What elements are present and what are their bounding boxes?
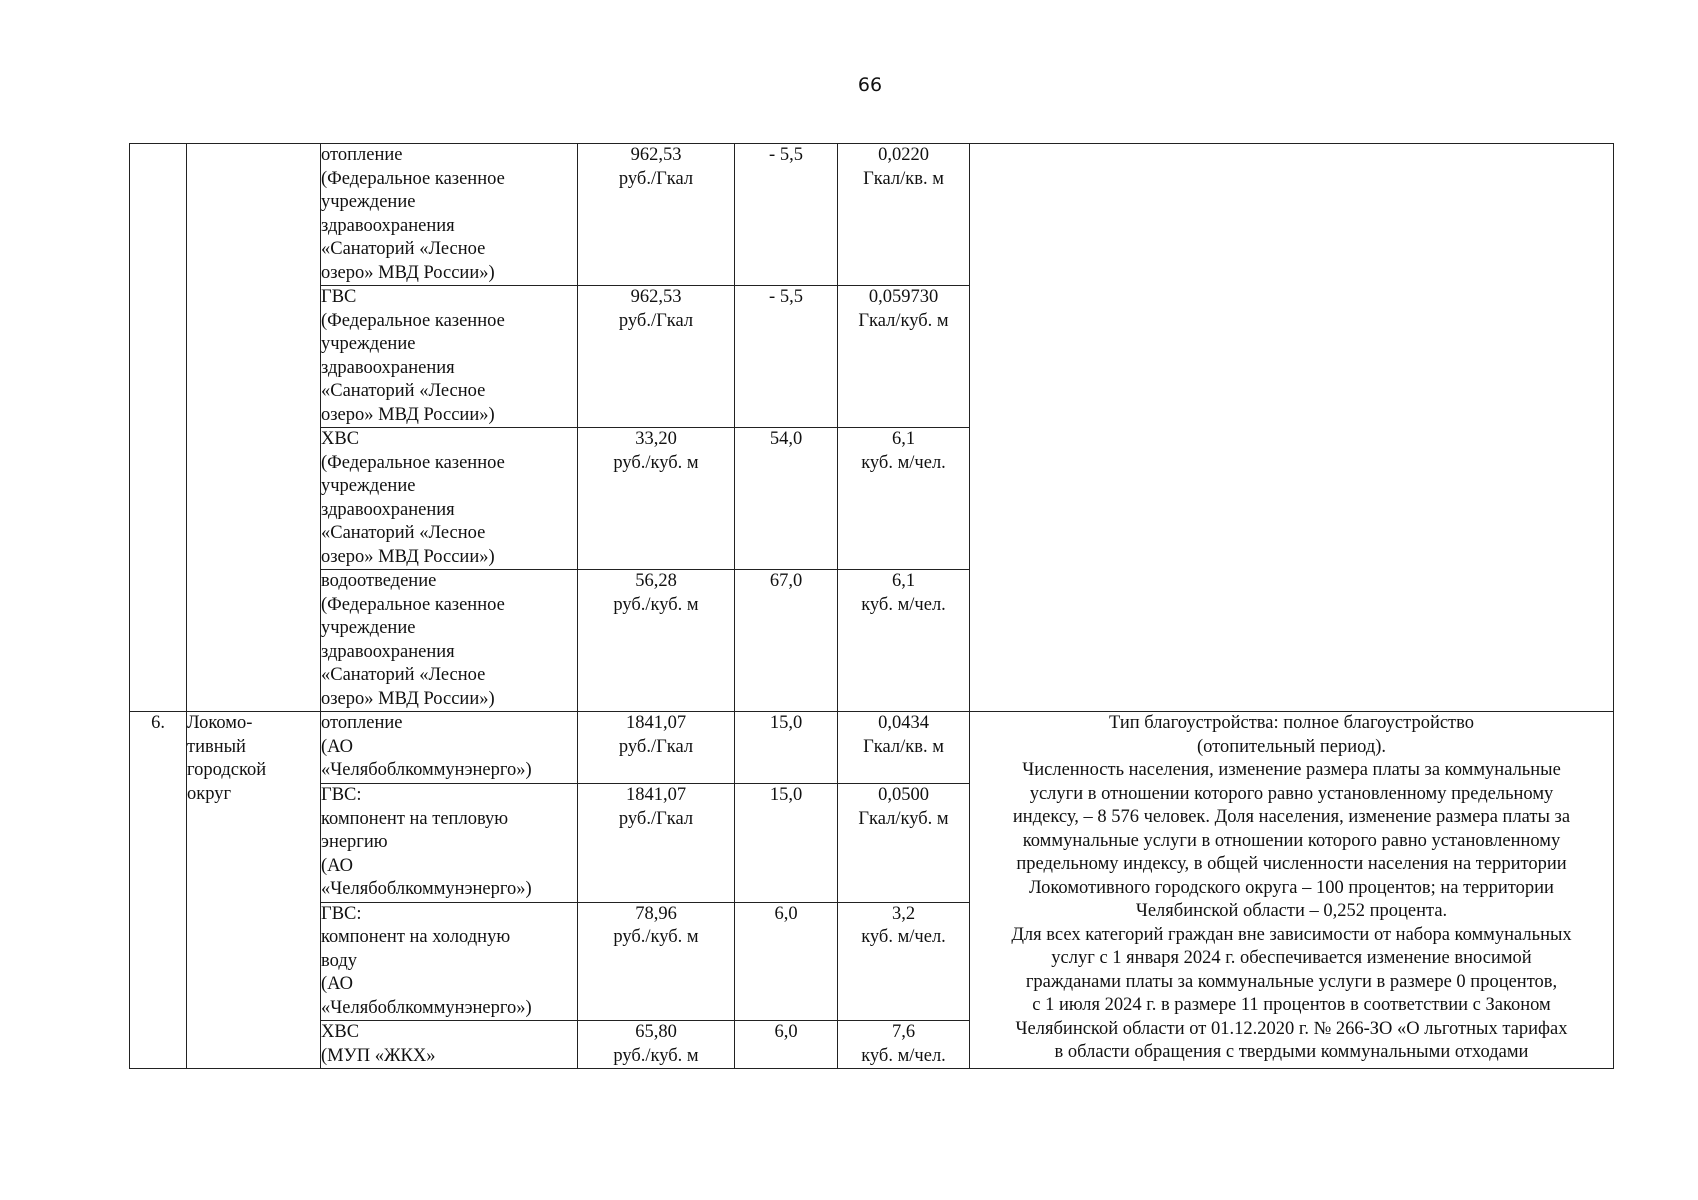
text-line: воду <box>321 950 357 971</box>
row-number: 6. <box>130 712 187 1069</box>
change-cell: 6,0 <box>735 1021 838 1069</box>
text-line: 65,80 <box>635 1022 677 1042</box>
text-line: ГВС: <box>321 785 362 805</box>
text-line: 1841,07 <box>625 713 687 733</box>
text-line: (Федеральное казенное <box>321 452 505 473</box>
text-line: «Санаторий «Лесное <box>321 523 486 543</box>
change-cell: 6,0 <box>735 902 838 1021</box>
text-line: озеро» МВД России») <box>321 404 495 425</box>
text-line: тивный <box>187 736 246 757</box>
text-line: руб./куб. м <box>613 594 699 615</box>
text-line: «Челябоблкоммунэнерго») <box>321 997 532 1018</box>
text-line: куб. м/чел. <box>861 1045 946 1066</box>
note-line: в области обращения с твердыми коммунальными отходами <box>1054 1042 1529 1062</box>
text-line: 0,059730 <box>868 287 939 307</box>
note-line: услуг с 1 января 2024 г. обеспечивается изменение вносимой <box>1051 948 1532 968</box>
text-line: куб. м/чел. <box>861 594 946 615</box>
note-line: (отопительный период). <box>1196 736 1387 757</box>
text-line: озеро» МВД России») <box>321 546 495 567</box>
service-cell <box>321 902 578 1021</box>
text-line: «Санаторий «Лесное <box>321 381 486 401</box>
text-line: Гкал/кв. м <box>863 168 944 189</box>
text-line: 6,1 <box>891 429 916 449</box>
note-line: Численность населения, изменение размера платы за коммунальные <box>1022 760 1561 780</box>
service-cell <box>321 570 578 712</box>
norm-cell <box>838 1021 970 1069</box>
change-cell: 54,0 <box>735 428 838 570</box>
text-line: отопление <box>321 145 403 165</box>
text-line: здравоохранения <box>321 215 455 236</box>
note-cell-empty <box>970 144 1614 712</box>
text-line: 0,0220 <box>878 145 929 165</box>
text-line: 0,0434 <box>878 713 929 733</box>
note-line: предельному индексу, в общей численности населения на территории <box>1016 854 1567 874</box>
text-line: руб./Гкал <box>618 736 694 757</box>
area-name <box>187 712 321 1069</box>
page-number: 66 <box>857 74 883 96</box>
text-line: (МУП «ЖКХ» <box>321 1045 436 1066</box>
text-line: Гкал/кв. м <box>863 736 944 757</box>
note-line: гражданами платы за коммунальные услуги в размере 0 процентов, <box>1025 971 1558 992</box>
text-line: Гкал/куб. м <box>858 310 949 331</box>
service-cell <box>321 1021 578 1069</box>
number-cell-empty <box>130 144 187 712</box>
note-line: с 1 июля 2024 г. в размере 11 процентов в соответствии с Законом <box>1032 995 1551 1015</box>
service-cell <box>321 286 578 428</box>
text-line: (АО <box>321 974 353 994</box>
text-line: 78,96 <box>635 903 677 924</box>
text-line: «Санаторий «Лесное <box>321 239 486 259</box>
text-line: городской <box>187 760 267 780</box>
text-line: руб./Гкал <box>618 310 694 331</box>
tariff-cell <box>578 570 735 712</box>
text-line: (Федеральное казенное <box>321 594 505 615</box>
text-line: озеро» МВД России») <box>321 688 495 709</box>
note-line: услуги в отношении которого равно установленному предельному <box>1029 783 1554 804</box>
text-line: 33,20 <box>635 429 677 449</box>
text-line: 7,6 <box>891 1022 916 1042</box>
tariff-cell <box>578 428 735 570</box>
text-line: учреждение <box>321 192 416 212</box>
service-cell <box>321 428 578 570</box>
table-row <box>130 712 1614 784</box>
note-line: Челябинской области от 01.12.2020 г. № 266-ЗО «О льготных тарифах <box>1015 1018 1568 1039</box>
norm-cell <box>838 902 970 1021</box>
note-line: Для всех категорий граждан вне зависимости от набора коммунальных <box>1011 924 1572 945</box>
text-line: энергию <box>321 832 388 852</box>
note-line: коммунальные услуги в отношении которого равно установленному <box>1022 830 1561 851</box>
text-line: руб./куб. м <box>613 1045 699 1066</box>
text-line: Локомо- <box>187 713 253 733</box>
tariff-table <box>129 143 1614 1069</box>
text-line: (Федеральное казенное <box>321 168 505 189</box>
text-line: руб./куб. м <box>613 927 699 947</box>
note-cell <box>970 712 1614 1069</box>
text-line: округ <box>187 783 232 804</box>
note-line: Челябинской области – 0,252 процента. <box>1135 901 1448 921</box>
text-line: учреждение <box>321 334 416 354</box>
tariff-cell <box>578 784 735 903</box>
text-line: здравоохранения <box>321 357 455 378</box>
text-line: учреждение <box>321 618 416 638</box>
text-line: компонент на тепловую <box>321 808 509 829</box>
text-line: озеро» МВД России») <box>321 262 495 283</box>
norm-cell <box>838 712 970 784</box>
text-line: компонент на холодную <box>321 927 511 947</box>
note-line: индексу, – 8 576 человек. Доля населения, изменение размера платы за <box>1012 807 1571 827</box>
note-line: Тип благоустройства: полное благоустройство <box>1108 713 1474 733</box>
table-row <box>130 144 1614 286</box>
text-line: ГВС: <box>321 903 362 924</box>
norm-cell <box>838 286 970 428</box>
text-line: отопление <box>321 713 403 733</box>
norm-cell <box>838 570 970 712</box>
text-line: «Санаторий «Лесное <box>321 665 486 685</box>
text-line: водоотведение <box>321 571 437 591</box>
norm-cell <box>838 784 970 903</box>
text-line: 0,0500 <box>878 785 929 805</box>
change-cell: 15,0 <box>735 712 838 784</box>
change-cell: - 5,5 <box>735 144 838 286</box>
tariff-cell <box>578 1021 735 1069</box>
tariff-cell <box>578 902 735 1021</box>
norm-cell <box>838 144 970 286</box>
text-line: 962,53 <box>630 287 682 307</box>
text-line: ХВС <box>321 1022 360 1042</box>
service-cell <box>321 144 578 286</box>
text-line: руб./Гкал <box>618 168 694 189</box>
text-line: учреждение <box>321 476 416 496</box>
text-line: Гкал/куб. м <box>858 808 949 829</box>
tariff-cell <box>578 144 735 286</box>
text-line: ГВС <box>321 287 357 307</box>
text-line: 56,28 <box>635 571 677 591</box>
change-cell: 15,0 <box>735 784 838 903</box>
change-cell: 67,0 <box>735 570 838 712</box>
area-cell-empty <box>187 144 321 712</box>
text-line: здравоохранения <box>321 641 455 662</box>
text-line: руб./куб. м <box>613 452 699 473</box>
note-line: Локомотивного городского округа – 100 процентов; на территории <box>1029 877 1554 898</box>
tariff-cell <box>578 286 735 428</box>
text-line: здравоохранения <box>321 499 455 520</box>
text-line: куб. м/чел. <box>861 452 946 473</box>
text-line: (АО <box>321 736 353 757</box>
text-line: ХВС <box>321 429 360 449</box>
text-line: (АО <box>321 855 353 876</box>
text-line: руб./Гкал <box>618 808 694 829</box>
tariff-cell <box>578 712 735 784</box>
text-line: куб. м/чел. <box>861 927 946 947</box>
text-line: 6,1 <box>891 571 916 591</box>
change-cell: - 5,5 <box>735 286 838 428</box>
text-line: «Челябоблкоммунэнерго») <box>321 760 532 780</box>
text-line: «Челябоблкоммунэнерго») <box>321 879 532 899</box>
service-cell <box>321 712 578 784</box>
text-line: (Федеральное казенное <box>321 310 505 331</box>
text-line: 1841,07 <box>625 785 687 805</box>
text-line: 3,2 <box>891 903 916 924</box>
service-cell <box>321 784 578 903</box>
norm-cell <box>838 428 970 570</box>
text-line: 962,53 <box>630 145 682 165</box>
